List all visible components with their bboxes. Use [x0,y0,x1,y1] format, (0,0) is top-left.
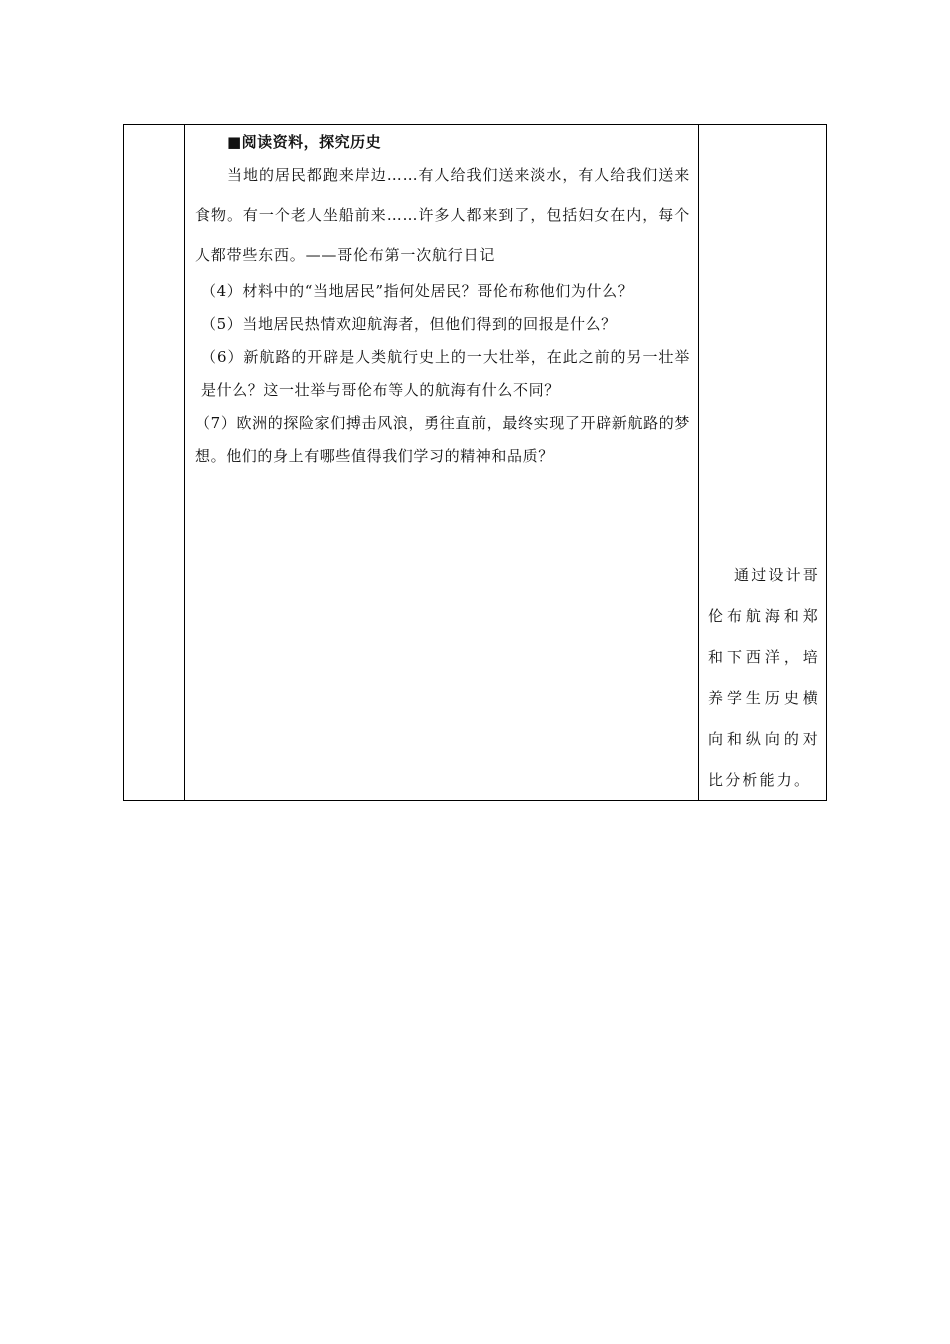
source-quote: 当地的居民都跑来岸边……有人给我们送来淡水，有人给我们送来食物。有一个老人坐船前来……许多人都来到了，包括妇女在内，每个人都带些东西。——哥伦布第一次航行日记 [195,166,690,264]
section-heading: ■阅读资料，探究历史 [227,133,382,151]
lesson-plan-table [123,124,827,801]
teaching-content-cell [185,125,698,800]
question-4: （4）材料中的“当地居民”指何处居民？哥伦布称他们为什么？ [201,282,634,300]
design-intent-text: 通过设计哥伦布航海和郑和下西洋，培养学生历史横向和纵向的对比分析能力。 [708,566,821,789]
question-6: （6）新航路的开辟是人类航行史上的一大壮举，在此之前的另一壮举是什么？这一壮举与哥伦布等人的航海有什么不同？ [201,348,690,399]
question-5: （5）当地居民热情欢迎航海者，但他们得到的回报是什么？ [201,315,617,333]
design-intent-cell [699,125,827,800]
question-7: （7）欧洲的探险家们搏击风浪，勇往直前，最终实现了开辟新航路的梦想。他们的身上有哪些值得我们学习的精神和品质？ [195,414,690,465]
